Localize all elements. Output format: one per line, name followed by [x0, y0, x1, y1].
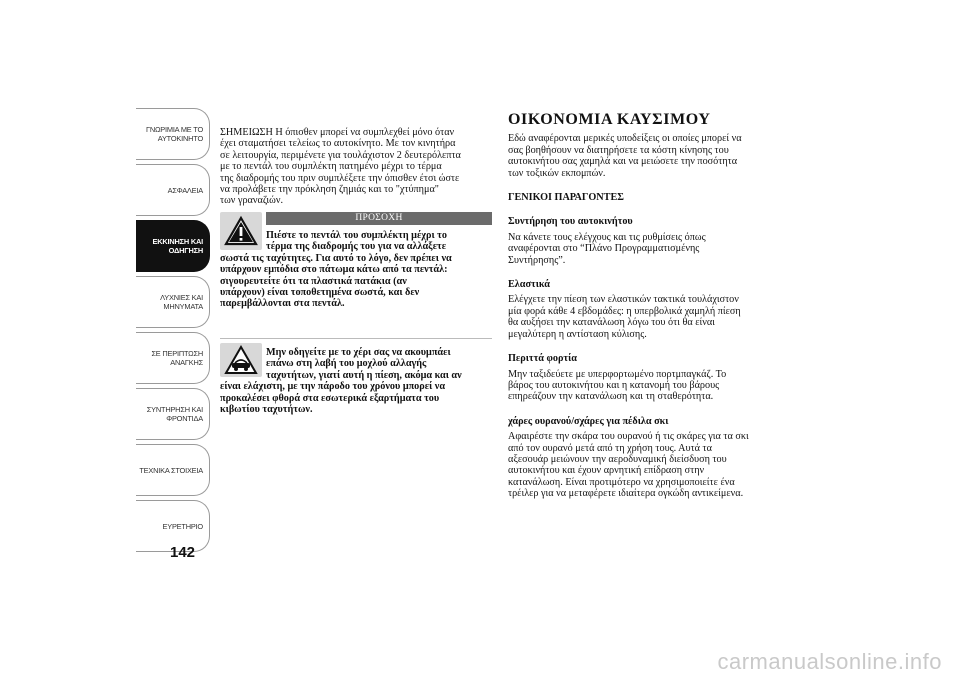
body-line: Ελέγχετε την πίεση των ελαστικών τακτικά τουλάχιστον	[508, 294, 739, 306]
subheading-loads: Περιττά φορτία	[508, 353, 577, 365]
body-line: μία φορά κάθε 4 εβδομάδες: η υπερβολικά χαμηλή πίεση	[508, 305, 741, 317]
watermark: carmanualsonline.info	[717, 649, 942, 674]
page-number: 142	[170, 544, 196, 561]
tab-label: ΓΝΩΡΙΜΙΑ ΜΕ ΤΟ ΑΥΤΟΚΙΝΗΤΟ	[145, 125, 203, 143]
intro-line: σας βοηθήσουν να διατηρήσετε τα κόστη κίνησης του	[508, 144, 729, 156]
tab-maintenance[interactable]	[136, 388, 210, 440]
tab-label: ΕΥΡΕΤΗΡΙΟ	[162, 521, 203, 531]
intro-line: Εδώ αναφέρονται μερικές υποδείξεις οι οποίες μπορεί να	[508, 133, 742, 145]
body-line: μεγαλύτερη η αντίσταση κύλισης.	[508, 328, 647, 340]
info-line: προκαλέσει φθορά στα εσωτερικά εξαρτήματα του	[220, 392, 440, 404]
subheading-tyres: Ελαστικά	[508, 279, 550, 291]
tab-label: ΣΥΝΤΗΡΗΣΗ ΚΑΙ ΦΡΟΝΤΙΔΑ	[146, 405, 203, 423]
warning-line: τέρμα της διαδρομής του για να αλλάξετε	[266, 241, 447, 253]
general-factors-heading: ΓΕΝΙΚΟΙ ΠΑΡΑΓΟΝΤΕΣ	[508, 192, 624, 204]
paragraph-loads	[508, 369, 776, 403]
divider	[220, 338, 492, 339]
note-line: των γραναζιών.	[220, 195, 284, 207]
note-line: να προλάβετε την πρόκληση ζημιάς και το "χτύπημα"	[220, 184, 439, 196]
tab-getting-to-know[interactable]	[136, 108, 210, 160]
intro-paragraph	[508, 133, 776, 179]
note-line: έχει σταματήσει τελείως το αυτοκίνητο. Με τον κινητήρα	[220, 138, 456, 150]
warning-text	[220, 230, 492, 310]
tab-label: ΛΥΧΝΙΕΣ ΚΑΙ ΜΗΝΥΜΑΤΑ	[160, 293, 203, 311]
warning-header: ΠΡΟΣΟΧΗ	[266, 212, 492, 225]
intro-line: αυτοκινήτου σας χαμηλά και να μειώσετε την ποσότητα	[508, 156, 738, 168]
tab-starting-driving[interactable]	[136, 220, 210, 272]
tab-technical-data[interactable]	[136, 444, 210, 496]
subheading-roof-racks: χάρες ουρανού/σχάρες για πέδιλα σκι	[508, 415, 669, 427]
info-line: κιβωτίου ταχυτήτων.	[220, 404, 313, 416]
body-line: από τον ουρανό μετά από τη χρήση τους. Αυτά τα	[508, 442, 712, 454]
body-line: Να κάνετε τους ελέγχους και τις ρυθμίσεις όπως	[508, 231, 706, 243]
body-line: αυτοκινήτου και έχουν αρνητική επίδραση στην	[508, 465, 705, 477]
info-line: ταχυτήτων, γιατί αυτή η πίεση, ακόμα και αν	[266, 369, 462, 381]
body-line: αναφέρονται στο “Πλάνο Προγραμματισμένης	[508, 243, 700, 255]
body-line: Αφαιρέστε την σκάρα του ουρανού ή τις σκάρες για τα σκι	[508, 431, 749, 443]
note-line: της διαδρομής του πριν συμπλέξετε την όπισθεν έτσι ώστε	[220, 172, 460, 184]
body-line: τρέιλερ για να μεταφέρετε ιδιαίτερα ογκώδη αντικείμενα.	[508, 488, 744, 500]
paragraph-maintenance	[508, 232, 776, 266]
warning-line: υπάρχουν) είναι τοποθετημένα σωστά, και δεν	[220, 287, 420, 299]
tab-label: ΑΣΦΑΛΕΙΑ	[167, 185, 203, 195]
tab-label: ΕΚΚΙΝΗΣΗ ΚΑΙ ΟΔΗΓΗΣΗ	[152, 237, 203, 255]
warning-line: παρεμβάλλονται στα πεντάλ.	[220, 298, 345, 310]
note-line: ΣΗΜΕΙΩΣΗ Η όπισθεν μπορεί να συμπλεχθεί μόνο όταν	[220, 127, 455, 138]
tab-safety[interactable]	[136, 164, 210, 216]
note-paragraph	[220, 127, 492, 207]
paragraph-tyres	[508, 294, 776, 340]
body-line: Συντήρησης”.	[508, 254, 566, 266]
section-title: ΟΙΚΟΝΟΜΙΑ ΚΑΥΣΙΜΟΥ	[508, 111, 711, 128]
info-text	[220, 347, 492, 415]
warning-line: υπάρχουν εμπόδια στο πάτωμα κάτω από τα πεντάλ:	[220, 264, 448, 276]
intro-line: των τοξικών εκπομπών.	[508, 167, 606, 179]
info-line: επάνω στη λαβή του μοχλού αλλαγής	[266, 358, 427, 370]
info-line: είναι ελάχιστη, με την πάροδο του χρόνου μπορεί να	[220, 381, 446, 393]
body-line: επηρεάζουν την κατανάλωση και τη σταθερότητα.	[508, 391, 714, 403]
note-line: σε λειτουργία, περιμένετε για τουλάχιστον 2 δευτερόλεπτα	[220, 149, 461, 161]
warning-line: σιγουρευτείτε ότι τα πλαστικά πατάκια (αν	[220, 275, 407, 287]
info-line: Μην οδηγείτε με το χέρι σας να ακουμπάει	[266, 347, 451, 358]
gear-note	[220, 127, 492, 207]
body-line: βάρος του αυτοκινήτου και η κατανομή του βάρους	[508, 379, 720, 391]
warning-line: Πιέστε το πεντάλ του συμπλέκτη μέχρι το	[266, 230, 447, 241]
warning-line: σωστά τις ταχύτητες. Για αυτό το λόγο, δεν πρέπει να	[220, 252, 452, 264]
tab-label: ΣΕ ΠΕΡΙΠΤΩΣΗ ΑΝΑΓΚΗΣ	[151, 349, 203, 367]
body-line: κατανάλωση. Είναι προτιμότερο να χρησιμοποιείτε ένα	[508, 476, 735, 488]
tab-label: ΤΕΧΝΙΚΑ ΣΤΟΙΧΕΙΑ	[139, 465, 203, 475]
subheading-maintenance: Συντήρηση του αυτοκινήτου	[508, 216, 633, 228]
note-line: με το πεντάλ του συμπλέκτη πατημένο μέχρι το τέρμα	[220, 161, 442, 173]
body-line: θα αυξήσει την κατανάλωση λόγω του ότι θα είναι	[508, 317, 715, 329]
body-line: Μην ταξιδεύετε με υπερφορτωμένο πορτμπαγκάζ. Το	[508, 368, 727, 380]
paragraph-roof-racks	[508, 431, 776, 499]
tab-emergency[interactable]	[136, 332, 210, 384]
fuel-economy-section	[508, 111, 776, 513]
body-line: αξεσουάρ μειώνουν την αεροδυναμική διείσδυση του	[508, 453, 727, 465]
tab-warning-lights[interactable]	[136, 276, 210, 328]
